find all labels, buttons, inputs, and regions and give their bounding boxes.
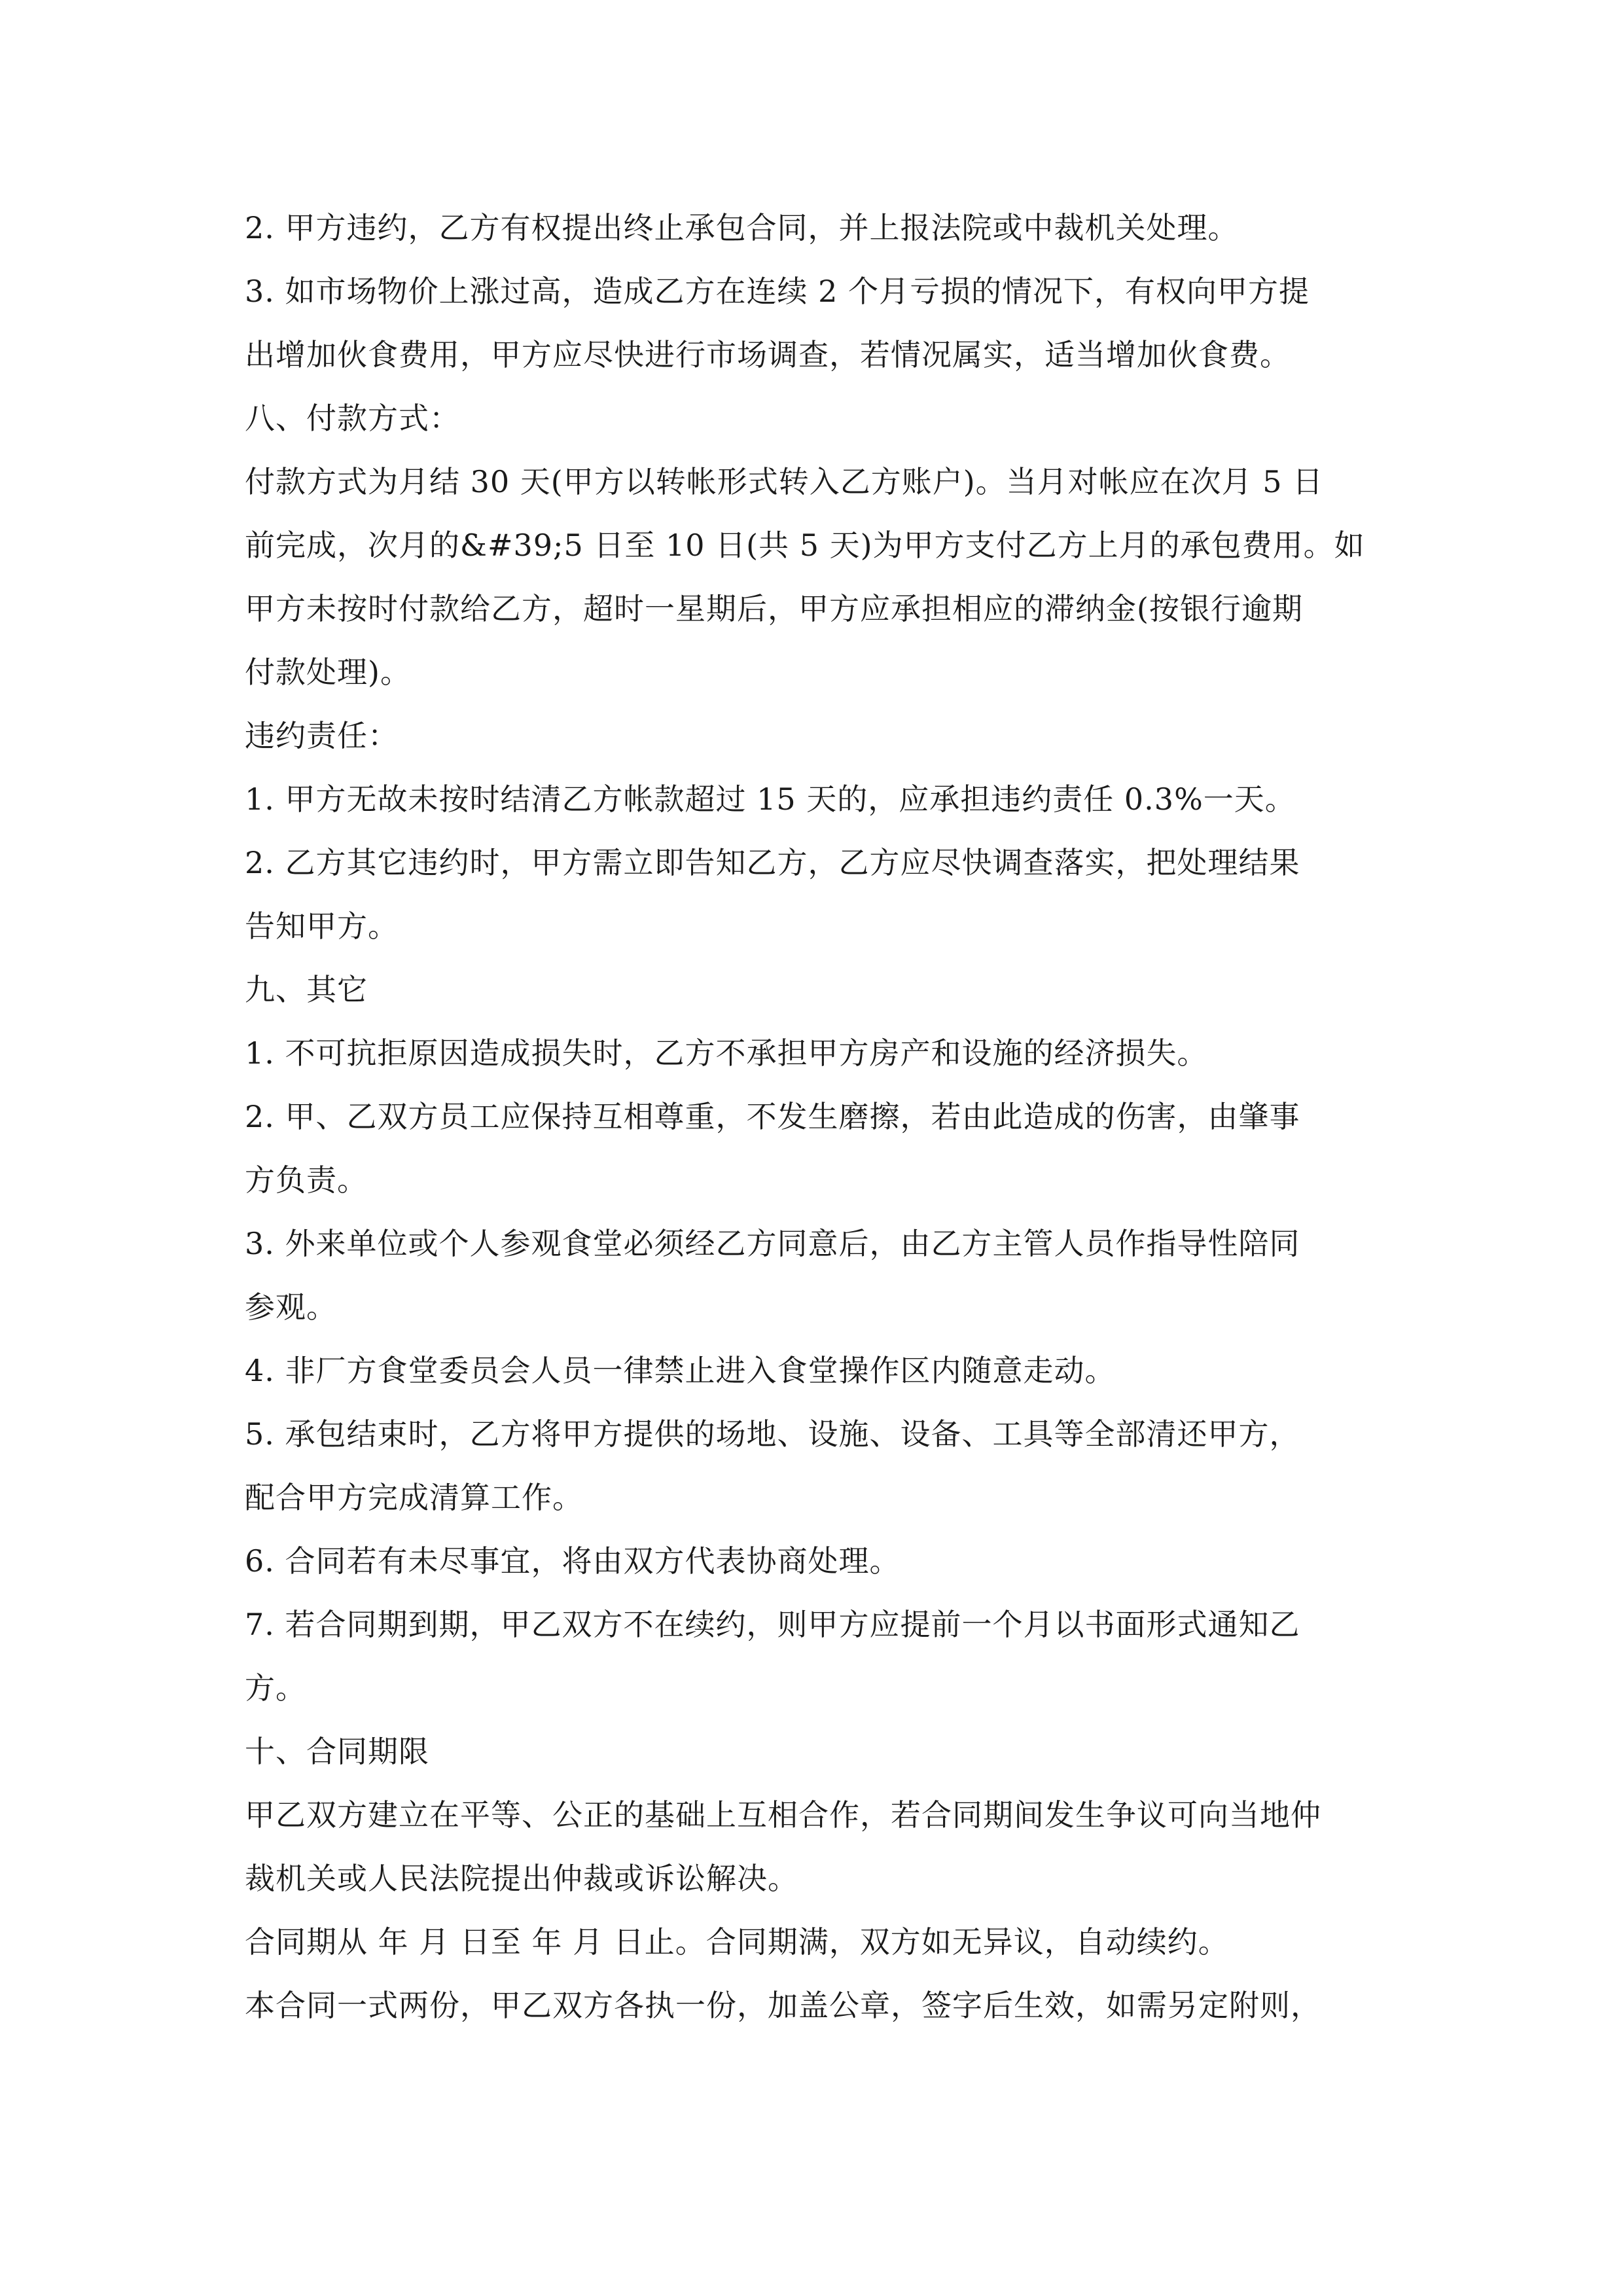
text-line-24: 方。 <box>245 1670 306 1706</box>
document-body <box>245 196 1397 2037</box>
text-line-5: 付款方式为月结 30 天(甲方以转帐形式转入乙方账户)。当月对帐应在次月 5 日 <box>245 464 1324 499</box>
text-line-14: 1. 不可抗拒原因造成损失时，乙方不承担甲方房产和设施的经济损失。 <box>245 1035 1208 1071</box>
text-line-10: 1. 甲方无故未按时结清乙方帐款超过 15 天的，应承担违约责任 0.3%一天。 <box>245 781 1296 817</box>
text-line-1: 2. 甲方违约，乙方有权提出终止承包合同，并上报法院或中裁机关处理。 <box>245 210 1239 245</box>
text-line-29: 本合同一式两份，甲乙双方各执一份，加盖公章，签字后生效，如需另定附则， <box>245 1988 1321 2023</box>
text-line-17: 3. 外来单位或个人参观食堂必须经乙方同意后，由乙方主管人员作指导性陪同 <box>245 1226 1300 1261</box>
text-line-16: 方负责。 <box>245 1162 368 1198</box>
section-heading-payment: 八、付款方式： <box>245 401 460 436</box>
text-line-28: 合同期从 年 月 日至 年 月 日止。合同期满，双方如无异议，自动续约。 <box>245 1924 1229 1960</box>
text-line-12: 告知甲方。 <box>245 908 399 944</box>
section-heading-term: 十、合同期限 <box>245 1734 429 1769</box>
text-line-23: 7. 若合同期到期，甲乙双方不在续约，则甲方应提前一个月以书面形式通知乙 <box>245 1607 1300 1642</box>
text-line-7: 甲方未按时付款给乙方，超时一星期后，甲方应承担相应的滞纳金(按银行逾期 <box>245 591 1303 626</box>
text-line-19: 4. 非厂方食堂委员会人员一律禁止进入食堂操作区内随意走动。 <box>245 1353 1116 1388</box>
text-line-27: 裁机关或人民法院提出仲裁或诉讼解决。 <box>245 1861 798 1896</box>
section-heading-other: 九、其它 <box>245 972 368 1007</box>
text-line-8: 付款处理)。 <box>245 655 411 690</box>
text-line-22: 6. 合同若有未尽事宜，将由双方代表协商处理。 <box>245 1543 901 1579</box>
text-line-15: 2. 甲、乙双方员工应保持互相尊重，不发生磨擦，若由此造成的伤害，由肇事 <box>245 1099 1300 1134</box>
text-line-20: 5. 承包结束时，乙方将甲方提供的场地、设施、设备、工具等全部清还甲方， <box>245 1416 1300 1452</box>
text-line-21: 配合甲方完成清算工作。 <box>245 1480 583 1515</box>
text-line-3: 出增加伙食费用，甲方应尽快进行市场调查，若情况属实，适当增加伙食费。 <box>245 337 1291 372</box>
text-line-6: 前完成，次月的&#39;5 日至 10 日(共 5 天)为甲方支付乙方上月的承包费用。如 <box>245 528 1365 563</box>
text-line-2: 3. 如市场物价上涨过高，造成乙方在连续 2 个月亏损的情况下，有权向甲方提 <box>245 274 1310 309</box>
text-line-11: 2. 乙方其它违约时，甲方需立即告知乙方，乙方应尽快调查落实，把处理结果 <box>245 845 1300 880</box>
section-heading-breach: 违约责任： <box>245 718 399 753</box>
text-line-26: 甲乙双方建立在平等、公正的基础上互相合作，若合同期间发生争议可向当地仲 <box>245 1797 1321 1833</box>
text-line-18: 参观。 <box>245 1289 337 1325</box>
